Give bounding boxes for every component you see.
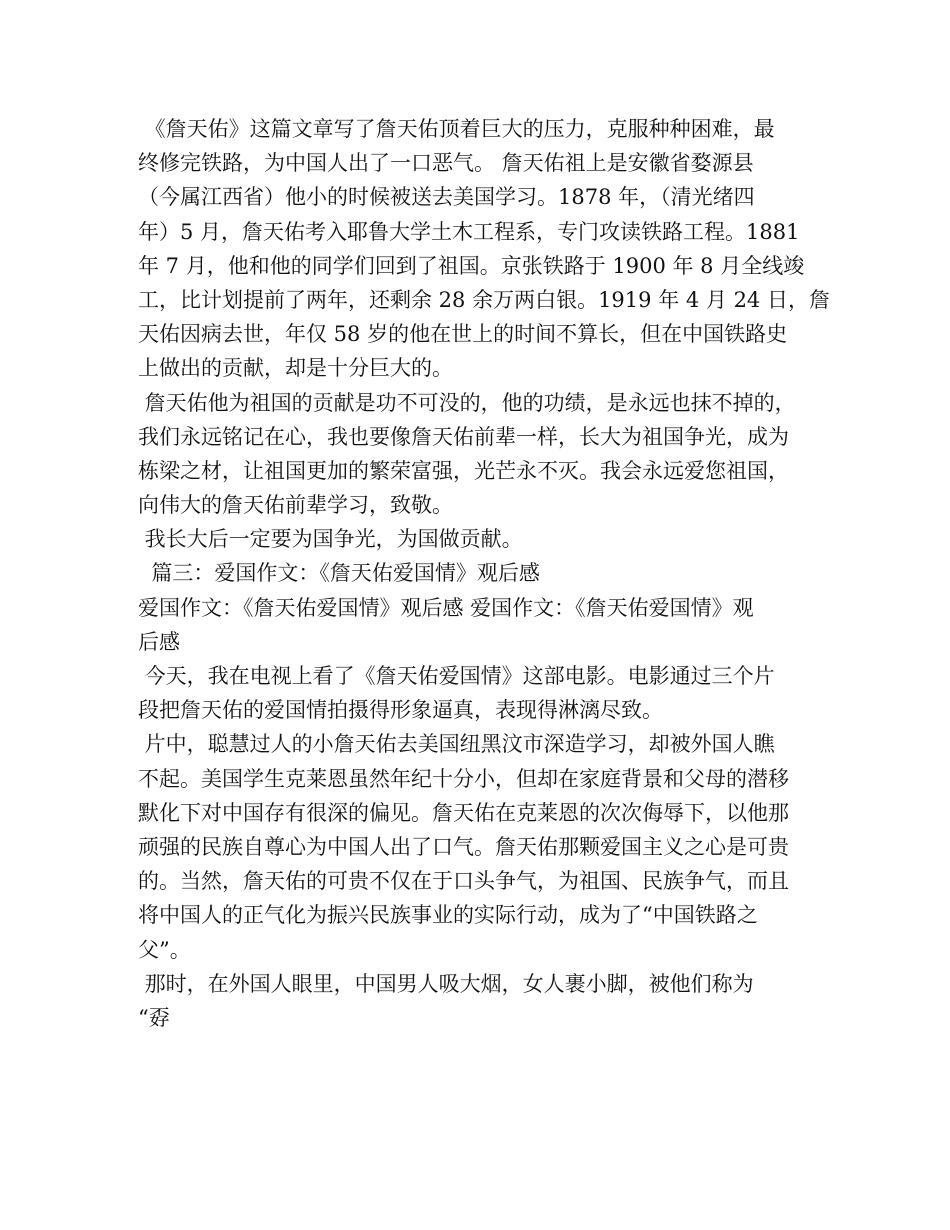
- text-line: 《詹天佑》这篇文章写了詹天佑顶着巨大的压力，克服种种困难，最: [138, 117, 775, 141]
- text-line: 天佑因病去世，年仅 58 岁的他在世上的时间不算长，但在中国铁路史: [138, 322, 788, 347]
- text-line: 默化下对中国存有很深的偏见。詹天佑在克莱恩的次次侮辱下，以他那: [138, 800, 789, 825]
- text-line: 向伟大的詹天佑前辈学习，致敬。: [138, 493, 453, 518]
- text-line: 詹天佑他为祖国的贡献是功不可没的，他的功绩，是永远也抹不掉的，: [138, 390, 796, 415]
- text-line: 的。当然，詹天佑的可贵不仅在于口头争气，为祖国、民族争气，而且: [138, 869, 789, 894]
- text-line: 爱国作文：《詹天佑爱国情》观后感 爱国作文：《詹天佑爱国情》观: [138, 595, 754, 620]
- text-line: 段把詹天佑的爱国情拍摄得形象逼真，表现得淋漓尽致。: [138, 698, 663, 723]
- text-line: 我们永远铭记在心，我也要像詹天佑前辈一样，长大为祖国争光，成为: [138, 424, 789, 449]
- text-line: 那时，在外国人眼里，中国男人吸大烟，女人裹小脚，被他们称为: [138, 971, 754, 996]
- text-line: 年 7 月，他和他的同学们回到了祖国。京张铁路于 1900 年 8 月全线竣: [138, 253, 805, 278]
- text-line: 工，比计划提前了两年，还剩余 28 余万两白银。1919 年 4 月 24 日，詹: [138, 287, 830, 312]
- text-line: 片中，聪慧过人的小詹天佑去美国纽黑汶市深造学习，却被外国人瞧: [138, 732, 775, 757]
- text-line: 顽强的民族自尊心为中国人出了口气。詹天佑那颗爱国主义之心是可贵: [138, 834, 789, 859]
- text-line: 今天，我在电视上看了《詹天佑爱国情》这部电影。电影通过三个片: [138, 664, 775, 688]
- text-line: 栋梁之材，让祖国更加的繁荣富强，光芒永不灭。我会永远爱您祖国，: [138, 458, 789, 483]
- text-line: 我长大后一定要为国争光，为国做贡献。: [138, 527, 523, 552]
- document-body: [138, 112, 830, 1035]
- text-line: 终修完铁路，为中国人出了一口恶气。 詹天佑祖上是安徽省婺源县: [138, 151, 754, 176]
- text-line: “孬: [138, 1005, 170, 1030]
- text-line: 年）5 月，詹天佑考入耶鲁大学土木工程系，专门攻读铁路工程。1881: [138, 219, 800, 244]
- text-line: 将中国人的正气化为振兴民族事业的实际行动，成为了“中国铁路之: [138, 903, 758, 928]
- text-line: 父”。: [138, 937, 191, 962]
- text-line: （今属江西省）他小的时候被送去美国学习。1878 年，（清光绪四: [138, 185, 755, 210]
- text-line: 不起。美国学生克莱恩虽然年纪十分小，但却在家庭背景和父母的潜移: [138, 766, 789, 791]
- text-line: 上做出的贡献，却是十分巨大的。: [138, 356, 453, 381]
- text-line: 后感: [138, 629, 180, 654]
- section-heading: 篇三：爱国作文：《詹天佑爱国情》观后感: [138, 561, 540, 586]
